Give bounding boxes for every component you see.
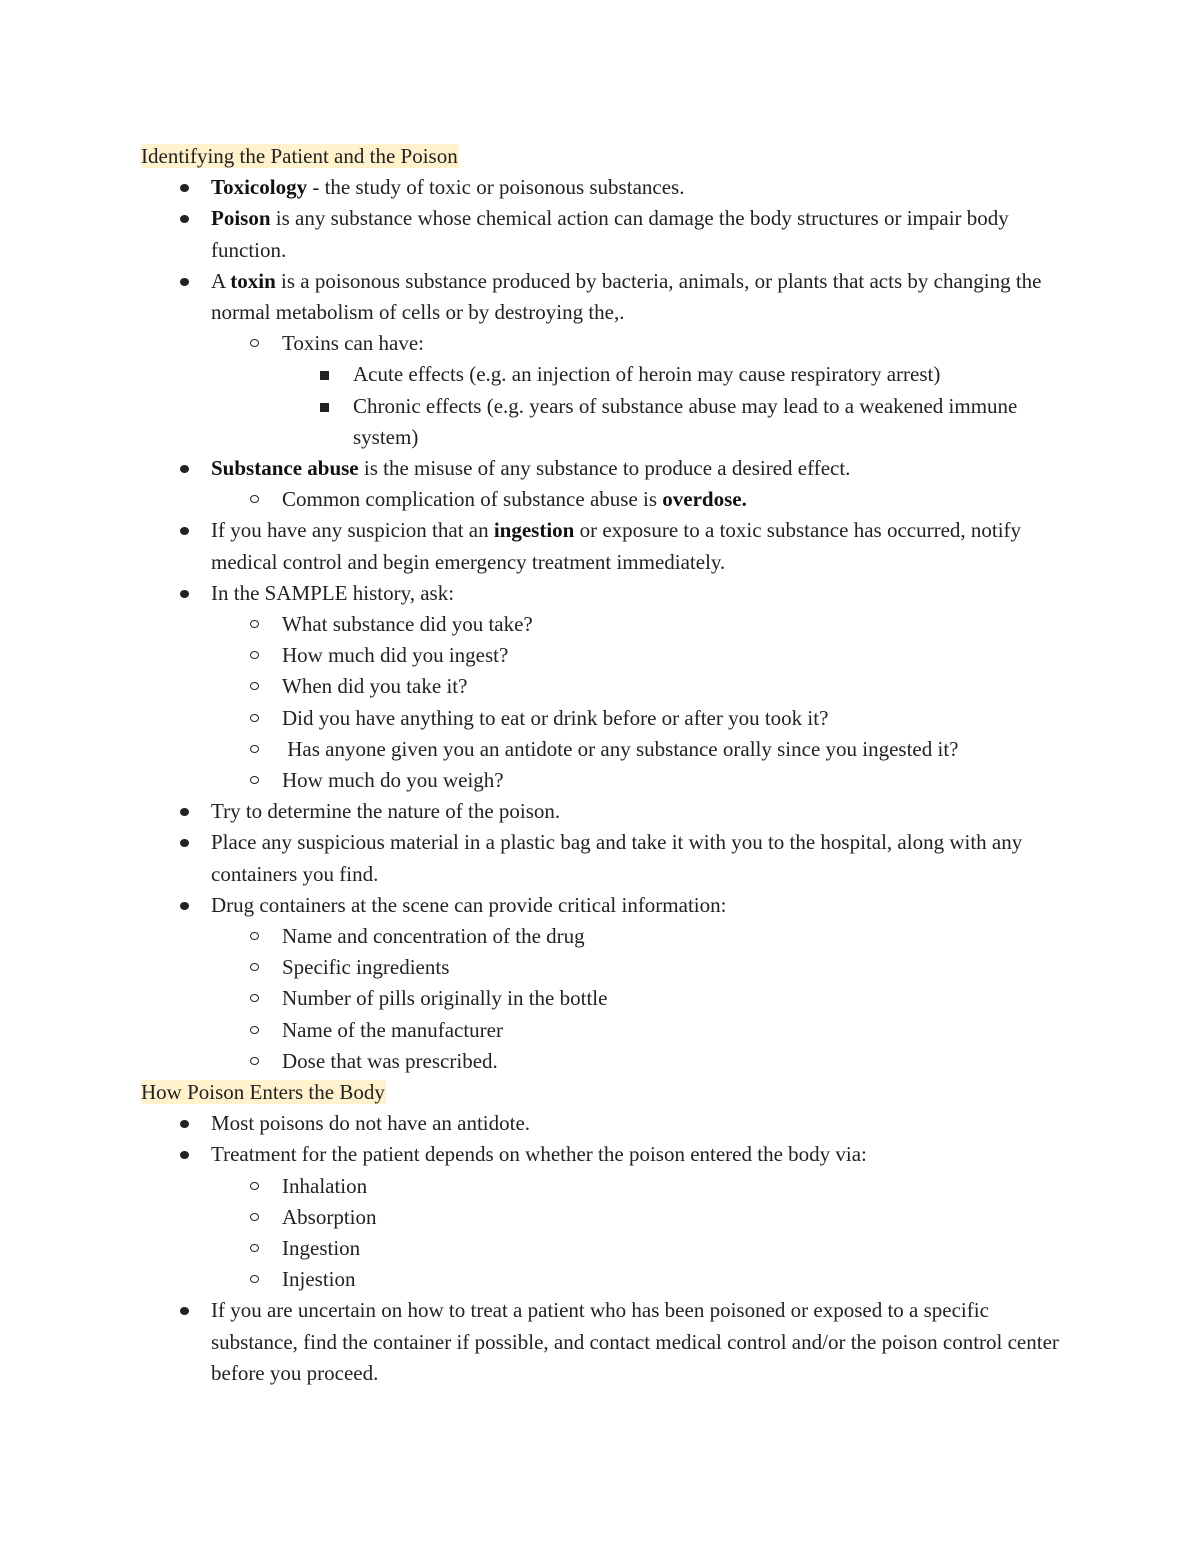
- sub-item-text: Dose that was prescribed.: [282, 1048, 498, 1073]
- bullet-list: [141, 1108, 1071, 1389]
- item-text: or exposure to a toxic substance has occurred, notify medical control and begin emergency treatment immediately.: [211, 518, 1022, 574]
- hollow-circle-bullet-icon: [250, 952, 260, 983]
- sub-item-text: How much do you weigh?: [282, 768, 504, 793]
- sub-item: [211, 1264, 1071, 1295]
- section-heading-identifying: [141, 141, 1071, 172]
- sub-item-text: Toxins can have:: [282, 331, 424, 356]
- term-bold: overdose.: [662, 487, 747, 512]
- filled-circle-bullet-icon: [180, 1139, 190, 1170]
- sub-item-text: Absorption: [282, 1204, 377, 1229]
- hollow-circle-bullet-icon: [250, 1233, 260, 1264]
- hollow-circle-bullet-icon: [250, 1171, 260, 1202]
- sub-item: [211, 765, 1071, 796]
- item-text: If you have any suspicion that an: [211, 518, 494, 543]
- term-bold: Poison: [211, 206, 271, 231]
- filled-circle-bullet-icon: [180, 515, 190, 546]
- sub-item-text: Inhalation: [282, 1173, 368, 1198]
- hollow-circle-bullet-icon: [250, 734, 260, 765]
- sub-sub-item: [282, 359, 1071, 390]
- list-item: [141, 1108, 1071, 1139]
- heading-text: How Poison Enters the Body: [141, 1080, 385, 1105]
- definition-text: is a poisonous substance produced by bacteria, animals, or plants that acts by changing the normal metabolism of cells or by destroying the,.: [211, 268, 1042, 324]
- hollow-circle-bullet-icon: [250, 765, 260, 796]
- sub-list: [211, 921, 1071, 1077]
- sub-item: [211, 734, 1071, 765]
- hollow-circle-bullet-icon: [250, 640, 260, 671]
- sub-sub-list: [282, 359, 1071, 453]
- filled-circle-bullet-icon: [180, 578, 190, 609]
- filled-circle-bullet-icon: [180, 827, 190, 858]
- hollow-circle-bullet-icon: [250, 609, 260, 640]
- sub-item-overdose: [211, 484, 1071, 515]
- list-item-poison: [141, 203, 1071, 265]
- sub-item-text: Name and concentration of the drug: [282, 924, 585, 949]
- term-bold: Toxicology: [211, 175, 308, 200]
- filled-circle-bullet-icon: [180, 1108, 190, 1139]
- list-item-toxicology: [141, 172, 1071, 203]
- item-text: Most poisons do not have an antidote.: [211, 1111, 531, 1136]
- list-item-drug-containers: [141, 890, 1071, 1077]
- item-text: A: [211, 268, 231, 293]
- sub-item: [211, 952, 1071, 983]
- sub-item-text: Name of the manufacturer: [282, 1017, 503, 1042]
- term-bold: toxin: [230, 268, 276, 293]
- filled-circle-bullet-icon: [180, 172, 190, 203]
- hollow-circle-bullet-icon: [250, 484, 260, 515]
- definition-text: is any substance whose chemical action can damage the body structures or impair body function.: [211, 206, 1009, 262]
- list-item-sample-history: [141, 578, 1071, 796]
- list-item: [141, 827, 1071, 889]
- square-bullet-icon: [320, 359, 330, 390]
- sub-item: [211, 1202, 1071, 1233]
- definition-text: - the study of toxic or poisonous substances.: [307, 175, 685, 200]
- sub-item-text: Specific ingredients: [282, 955, 450, 980]
- filled-circle-bullet-icon: [180, 453, 190, 484]
- hollow-circle-bullet-icon: [250, 1015, 260, 1046]
- document-body: [141, 141, 1071, 1389]
- list-item-ingestion: [141, 515, 1071, 577]
- term-bold: Substance abuse: [211, 456, 359, 481]
- sub-sub-item-text: Acute effects (e.g. an injection of heroin may cause respiratory arrest): [353, 362, 941, 387]
- hollow-circle-bullet-icon: [250, 671, 260, 702]
- sub-sub-item: [282, 391, 1071, 453]
- sub-item-text: Did you have anything to eat or drink before or after you took it?: [282, 705, 829, 730]
- item-text: Treatment for the patient depends on whether the poison entered the body via:: [211, 1142, 867, 1167]
- sub-item: [211, 1046, 1071, 1077]
- filled-circle-bullet-icon: [180, 203, 190, 234]
- sub-list: [211, 484, 1071, 515]
- term-bold: ingestion: [493, 518, 575, 543]
- list-item-treatment: [141, 1139, 1071, 1295]
- list-item-substance-abuse: [141, 453, 1071, 515]
- sub-list: [211, 609, 1071, 796]
- sub-item-text: Ingestion: [282, 1236, 361, 1261]
- sub-item: [211, 640, 1071, 671]
- hollow-circle-bullet-icon: [250, 921, 260, 952]
- sub-item-toxins-can-have: [211, 328, 1071, 453]
- sub-item: [211, 1171, 1071, 1202]
- sub-item-text: Number of pills originally in the bottle: [282, 986, 608, 1011]
- filled-circle-bullet-icon: [180, 890, 190, 921]
- item-text: Drug containers at the scene can provide critical information:: [211, 892, 727, 917]
- square-bullet-icon: [320, 391, 330, 422]
- sub-item-text: Injestion: [282, 1267, 356, 1292]
- sub-list: [211, 1171, 1071, 1296]
- list-item-toxin: [141, 266, 1071, 453]
- hollow-circle-bullet-icon: [250, 1264, 260, 1295]
- hollow-circle-bullet-icon: [250, 703, 260, 734]
- hollow-circle-bullet-icon: [250, 1046, 260, 1077]
- item-text: In the SAMPLE history, ask:: [211, 580, 455, 605]
- sub-item-text: How much did you ingest?: [282, 643, 509, 668]
- hollow-circle-bullet-icon: [250, 328, 260, 359]
- sub-item: [211, 609, 1071, 640]
- filled-circle-bullet-icon: [180, 796, 190, 827]
- sub-item-text: Common complication of substance abuse is: [282, 487, 663, 512]
- sub-item-text: When did you take it?: [282, 674, 468, 699]
- sub-item: [211, 671, 1071, 702]
- list-item: [141, 1295, 1071, 1389]
- filled-circle-bullet-icon: [180, 266, 190, 297]
- sub-list: [211, 328, 1071, 453]
- sub-item: [211, 921, 1071, 952]
- sub-sub-item-text: Chronic effects (e.g. years of substance abuse may lead to a weakened immune system): [353, 393, 1018, 449]
- heading-text: Identifying the Patient and the Poison: [141, 144, 458, 168]
- sub-item: [211, 1233, 1071, 1264]
- definition-text: is the misuse of any substance to produce a desired effect.: [358, 456, 851, 481]
- sub-item-text: Has anyone given you an antidote or any substance orally since you ingested it?: [282, 736, 959, 761]
- item-text: Try to determine the nature of the poison.: [211, 799, 561, 824]
- hollow-circle-bullet-icon: [250, 983, 260, 1014]
- sub-item: [211, 1015, 1071, 1046]
- filled-circle-bullet-icon: [180, 1295, 190, 1326]
- bullet-list: [141, 172, 1071, 1077]
- sub-item-text: What substance did you take?: [282, 612, 533, 637]
- sub-item: [211, 703, 1071, 734]
- hollow-circle-bullet-icon: [250, 1202, 260, 1233]
- list-item: [141, 796, 1071, 827]
- sub-item: [211, 983, 1071, 1014]
- item-text: If you are uncertain on how to treat a patient who has been poisoned or exposed to a specific substance, find the container if possible, and contact medical control and/or the poison control center before you proceed.: [211, 1298, 1059, 1385]
- section-heading-poison-enters: [141, 1077, 1071, 1108]
- item-text: Place any suspicious material in a plastic bag and take it with you to the hospital, along with any containers you find.: [211, 830, 1023, 886]
